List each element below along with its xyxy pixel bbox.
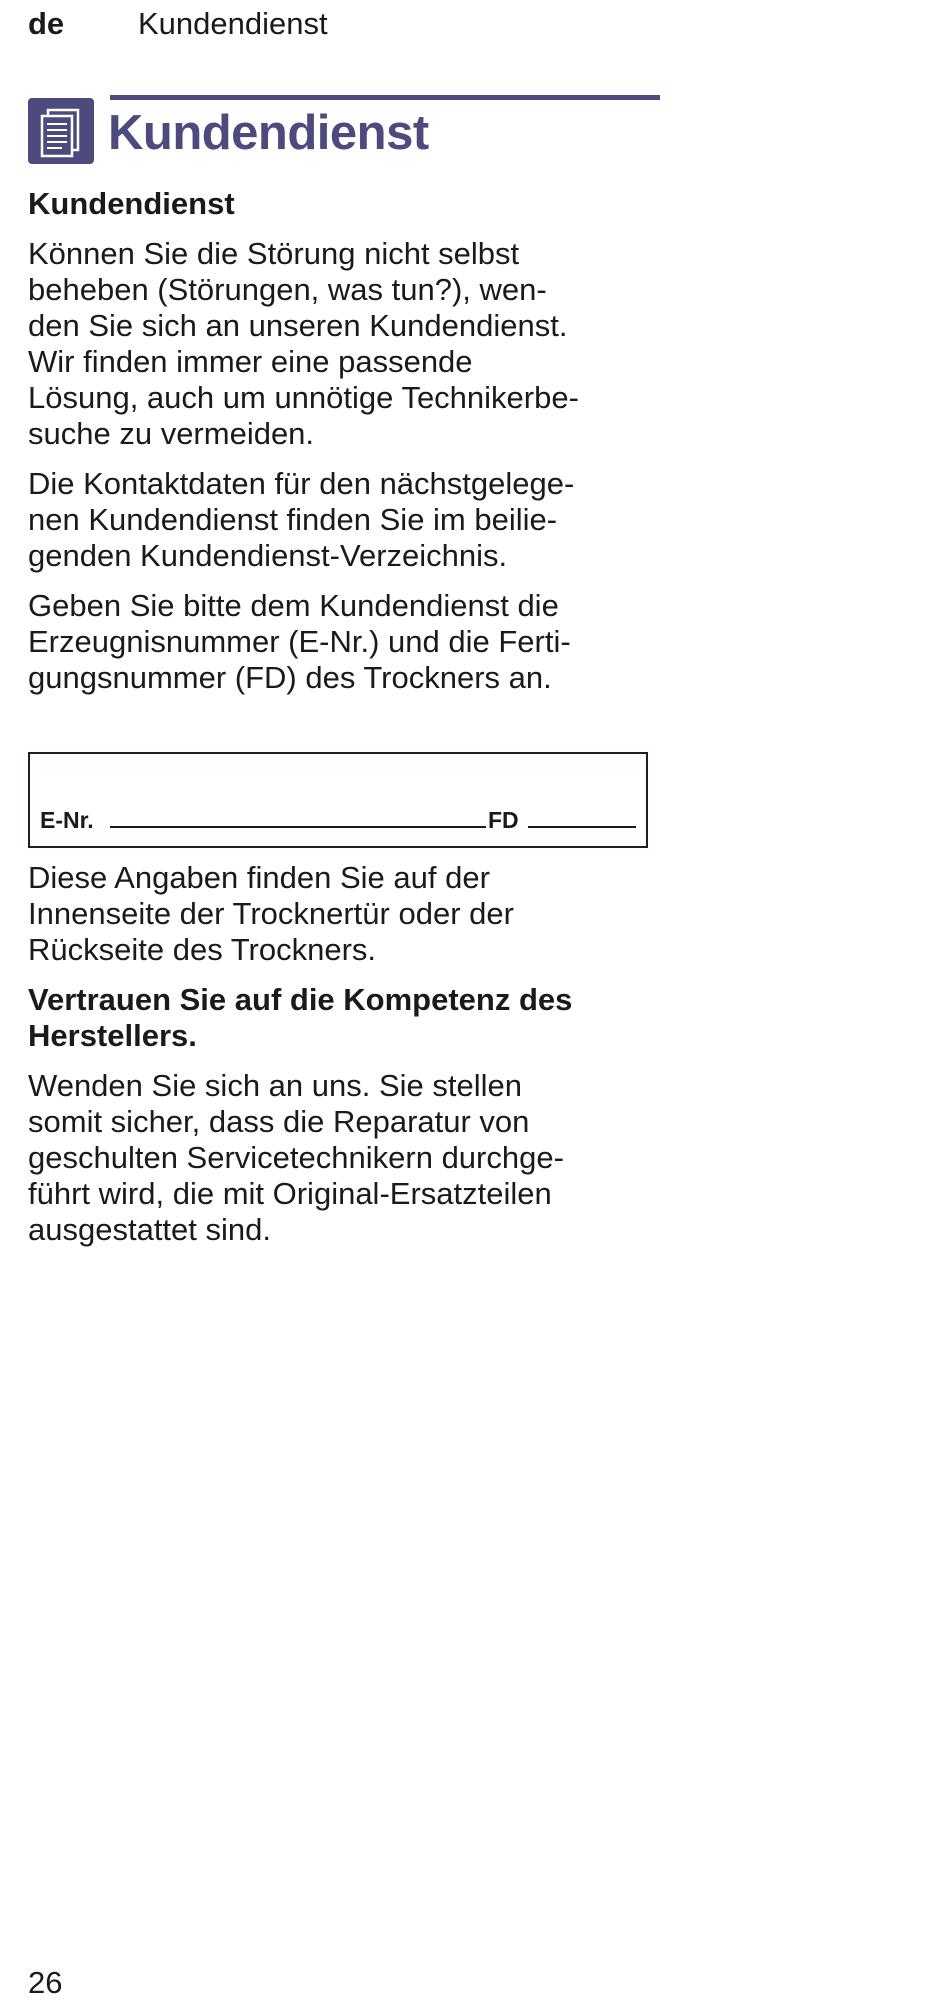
section-title: Kundendienst [108,106,429,160]
running-header-title: Kundendienst [138,6,328,41]
section-rule [110,95,660,100]
paragraph-intro [28,236,668,452]
paragraph-location [28,860,668,968]
enr-blank-line [110,826,486,828]
text-line: Lösung, auch um unnötige Technikerbe- [28,380,579,415]
text-line: Geben Sie bitte dem Kundendienst die [28,588,559,623]
text-line: Wir finden immer eine passende [28,344,473,379]
text-line: Rückseite des Trockners. [28,932,377,967]
text-line: ausgestattet sind. [28,1212,271,1247]
product-number-form [28,752,648,848]
text-line: somit sicher, dass die Reparatur von [28,1104,530,1139]
text-line: den Sie sich an unseren Kundendienst. [28,308,568,343]
text-line: Vertrauen Sie auf die Kompetenz des [28,982,573,1017]
paragraph-contact [28,466,668,574]
enr-label: E-Nr. [40,807,94,833]
paragraph-service [28,1068,668,1248]
fd-blank-line [528,826,636,828]
text-line: Können Sie die Störung nicht selbst [28,236,520,271]
subheading-trust [28,982,668,1054]
document-icon [28,98,94,164]
text-line: Wenden Sie sich an uns. Sie stellen [28,1068,523,1103]
text-line: nen Kundendienst finden Sie im beilie- [28,502,558,537]
text-line: geschulten Servicetechnikern durchge- [28,1140,564,1175]
text-line: suche zu vermeiden. [28,416,315,451]
paragraph-numbers [28,588,668,696]
text-line: beheben (Störungen, was tun?), wen- [28,272,547,307]
text-line: genden Kundendienst-Verzeichnis. [28,538,508,573]
text-line: Diese Angaben finden Sie auf der [28,860,490,895]
fd-label: FD [488,807,519,833]
language-code: de [28,6,65,41]
page-number: 26 [28,1965,63,2000]
text-line: gungsnummer (FD) des Trockners an. [28,660,552,695]
text-line: Die Kontaktdaten für den nächstgelege- [28,466,575,501]
content-heading: Kundendienst [28,186,235,221]
text-line: führt wird, die mit Original-Ersatzteilen [28,1176,552,1211]
text-line: Herstellers. [28,1018,197,1053]
text-line: Innenseite der Trocknertür oder der [28,896,514,931]
content-body [28,186,668,1262]
text-line: Erzeugnisnummer (E-Nr.) und die Ferti- [28,624,571,659]
